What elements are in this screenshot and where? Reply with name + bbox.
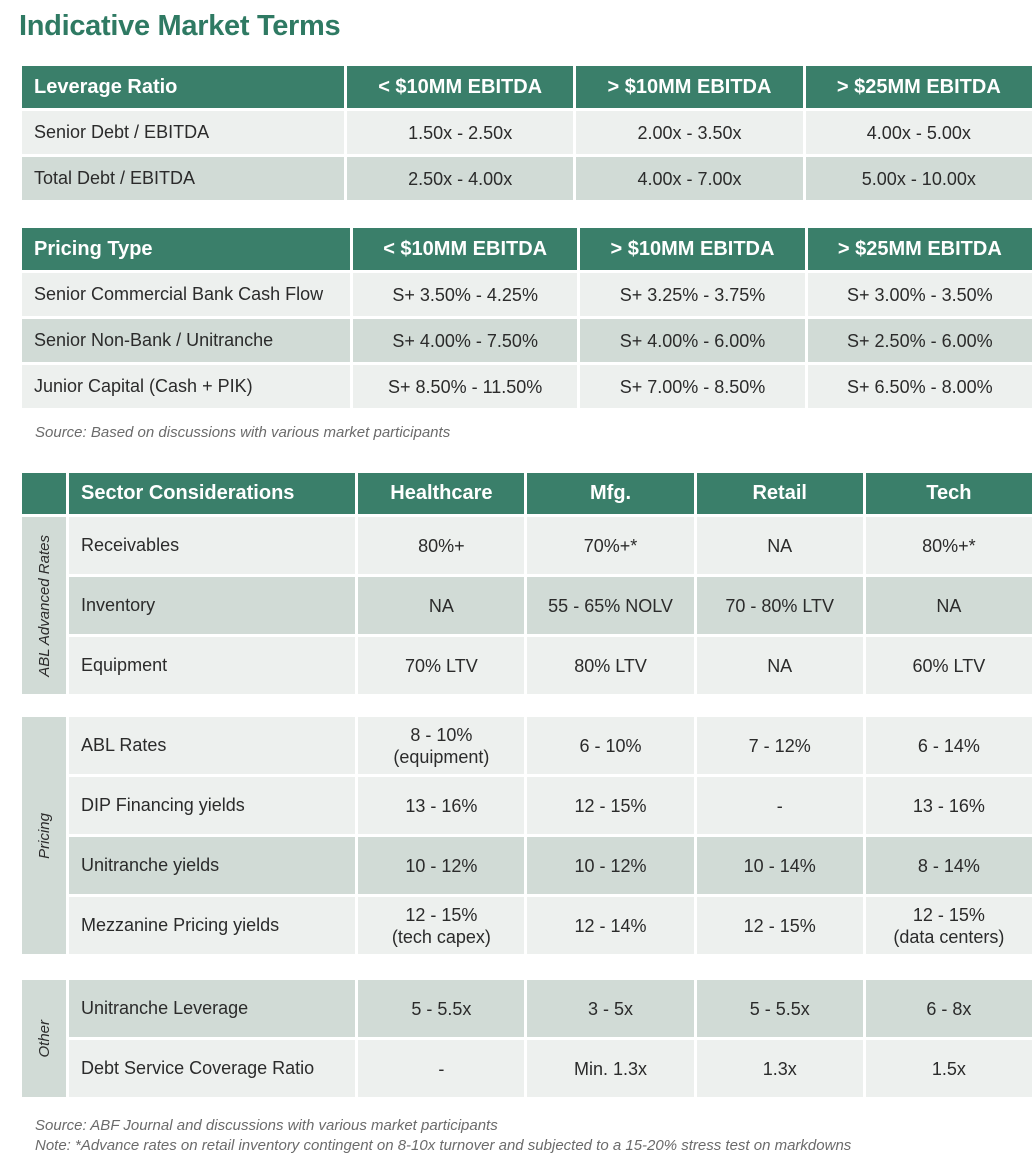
header-corner [22, 473, 66, 514]
table-cell [358, 897, 524, 954]
header-gt-10mm: > $10MM EBITDA [576, 66, 802, 108]
header-gt-10mm: > $10MM EBITDA [580, 228, 804, 270]
row-label: ABL Rates [69, 717, 355, 774]
table-cell: NA [866, 577, 1032, 634]
cell-line: 8 - 10% [410, 724, 473, 745]
table-cell: S+ 4.00% - 6.00% [580, 319, 804, 362]
table-cell [527, 777, 693, 834]
table-cell [697, 777, 863, 834]
row-label: Junior Capital (Cash + PIK) [22, 365, 350, 408]
table-row [22, 111, 1032, 154]
table-cell: NA [697, 517, 863, 574]
table-cell [866, 777, 1032, 834]
row-label: Inventory [69, 577, 355, 634]
row-label: Senior Non-Bank / Unitranche [22, 319, 350, 362]
table-cell: S+ 6.50% - 8.00% [808, 365, 1032, 408]
table-cell: NA [697, 637, 863, 694]
table-cell: 4.00x - 5.00x [806, 111, 1032, 154]
table-cell: 6 - 8x [866, 980, 1032, 1037]
cell-line: 12 - 15% [743, 915, 816, 936]
group-label-abl [22, 517, 66, 694]
table-cell: 1.3x [697, 1040, 863, 1097]
table-cell: 70 - 80% LTV [697, 577, 863, 634]
row-label: DIP Financing yields [69, 777, 355, 834]
table-row [22, 319, 1032, 362]
table-cell: 2.50x - 4.00x [347, 157, 573, 200]
cell-line: 7 - 12% [748, 735, 811, 756]
header-sector-considerations: Sector Considerations [69, 473, 355, 514]
group-label-other [22, 980, 66, 1097]
cell-line: 13 - 16% [912, 795, 985, 816]
table-row [22, 577, 1032, 634]
row-label: Unitranche Leverage [69, 980, 355, 1037]
table-row [22, 717, 1032, 774]
group-label-pricing [22, 717, 66, 954]
header-lt-10mm: < $10MM EBITDA [353, 228, 577, 270]
table-cell: S+ 2.50% - 6.00% [808, 319, 1032, 362]
table-cell: 3 - 5x [527, 980, 693, 1037]
cell-line: 10 - 12% [574, 855, 647, 876]
table-cell: - [358, 1040, 524, 1097]
table-row [22, 837, 1032, 894]
table-cell: 1.50x - 2.50x [347, 111, 573, 154]
header-row [22, 228, 1032, 270]
table-cell: 80% LTV [527, 637, 693, 694]
header-tech: Tech [866, 473, 1032, 514]
table-cell [697, 897, 863, 954]
table-row [22, 777, 1032, 834]
table-cell: 70%+* [527, 517, 693, 574]
group-name: ABL Advanced Rates [35, 534, 53, 677]
source-note: Source: Based on discussions with various market participants [35, 424, 451, 441]
table-cell: 60% LTV [866, 637, 1032, 694]
table-cell: 55 - 65% NOLV [527, 577, 693, 634]
cell-line: (tech capex) [391, 926, 491, 947]
header-retail: Retail [697, 473, 863, 514]
row-label: Mezzanine Pricing yields [69, 897, 355, 954]
row-label: Equipment [69, 637, 355, 694]
row-label: Total Debt / EBITDA [22, 157, 344, 200]
table-row [22, 897, 1032, 954]
header-row [22, 473, 1032, 514]
table-cell: 2.00x - 3.50x [576, 111, 802, 154]
cell-line: 8 - 14% [917, 855, 980, 876]
footnote: Note: *Advance rates on retail inventory contingent on 8-10x turnover and subjected to a 15-20% stress test on markdowns [35, 1137, 852, 1154]
sector-considerations-table [19, 470, 1035, 697]
table-row [22, 980, 1032, 1037]
cell-line: (equipment) [393, 746, 490, 767]
table-cell: Min. 1.3x [527, 1040, 693, 1097]
pricing-type-table [19, 225, 1035, 411]
table-cell [358, 777, 524, 834]
cell-line: (data centers) [893, 926, 1005, 947]
header-pricing-type: Pricing Type [22, 228, 350, 270]
table-cell: S+ 3.25% - 3.75% [580, 273, 804, 316]
row-label: Senior Debt / EBITDA [22, 111, 344, 154]
table-row [22, 517, 1032, 574]
table-cell: 1.5x [866, 1040, 1032, 1097]
cell-line: 6 - 10% [579, 735, 642, 756]
cell-line: 12 - 15% [405, 904, 478, 925]
table-cell [697, 837, 863, 894]
table-cell: S+ 7.00% - 8.50% [580, 365, 804, 408]
header-leverage-ratio: Leverage Ratio [22, 66, 344, 108]
table-row [22, 157, 1032, 200]
cell-line: 12 - 14% [574, 915, 647, 936]
cell-line: 12 - 15% [912, 904, 985, 925]
table-row [22, 1040, 1032, 1097]
table-cell [358, 717, 524, 774]
table-cell: 5 - 5.5x [697, 980, 863, 1037]
row-label: Debt Service Coverage Ratio [69, 1040, 355, 1097]
table-cell [866, 837, 1032, 894]
table-row [22, 365, 1032, 408]
page-title: Indicative Market Terms [19, 10, 341, 42]
row-label: Senior Commercial Bank Cash Flow [22, 273, 350, 316]
table-cell [866, 717, 1032, 774]
group-name: Other [35, 1019, 53, 1058]
table-cell [697, 717, 863, 774]
header-lt-10mm: < $10MM EBITDA [347, 66, 573, 108]
table-cell: S+ 8.50% - 11.50% [353, 365, 577, 408]
table-cell [527, 837, 693, 894]
table-cell [527, 897, 693, 954]
table-cell: 5 - 5.5x [358, 980, 524, 1037]
header-gt-25mm: > $25MM EBITDA [806, 66, 1032, 108]
table-cell: 80%+ [358, 517, 524, 574]
table-cell: 5.00x - 10.00x [806, 157, 1032, 200]
table-cell [527, 717, 693, 774]
table-cell: 4.00x - 7.00x [576, 157, 802, 200]
table-cell: S+ 4.00% - 7.50% [353, 319, 577, 362]
sector-other-table [19, 977, 1035, 1100]
cell-line: 13 - 16% [405, 795, 478, 816]
sector-pricing-table [19, 714, 1035, 957]
header-row [22, 66, 1032, 108]
cell-line: 10 - 14% [743, 855, 816, 876]
header-gt-25mm: > $25MM EBITDA [808, 228, 1032, 270]
cell-line: 6 - 14% [917, 735, 980, 756]
header-healthcare: Healthcare [358, 473, 524, 514]
table-cell: 80%+* [866, 517, 1032, 574]
cell-line: 10 - 12% [405, 855, 478, 876]
table-cell [358, 837, 524, 894]
cell-line: 12 - 15% [574, 795, 647, 816]
table-cell: NA [358, 577, 524, 634]
table-row [22, 273, 1032, 316]
table-cell: S+ 3.00% - 3.50% [808, 273, 1032, 316]
table-cell [866, 897, 1032, 954]
row-label: Unitranche yields [69, 837, 355, 894]
table-cell: 70% LTV [358, 637, 524, 694]
cell-line: - [776, 795, 783, 816]
table-cell: S+ 3.50% - 4.25% [353, 273, 577, 316]
header-mfg: Mfg. [527, 473, 693, 514]
row-label: Receivables [69, 517, 355, 574]
table-row [22, 637, 1032, 694]
group-name: Pricing [35, 812, 53, 859]
source-note: Source: ABF Journal and discussions with various market participants [35, 1117, 498, 1134]
leverage-ratio-table [19, 63, 1035, 203]
